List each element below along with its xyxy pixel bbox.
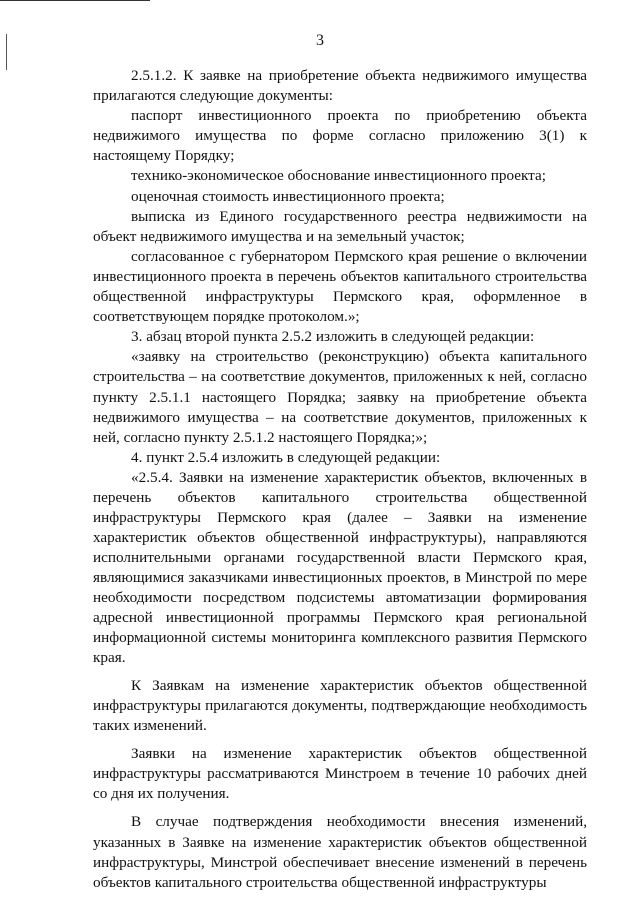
paragraph-governor-decision: согласованное с губернатором Пермского края решение о включении инвестиционного проекта в перечень объектов капитального строительства общественной инфраструктуры Пермского края, оформленное в соответствующем порядке протоколом.»; — [93, 247, 587, 326]
page-number: 3 — [316, 32, 324, 49]
paragraph-registry-extract: выписка из Единого государственного реестра недвижимости на объект недвижимого имущества и на земельный участок; — [93, 207, 587, 245]
paragraph-feasibility: технико-экономическое обоснование инвестиционного проекта; — [131, 167, 546, 185]
paragraph-item-3-text: «заявку на строительство (реконструкцию) объекта капитального строительства – на соответствие документов, приложенных к ней, согласно пункту 2.5.1.1 настоящего Порядка; заявку на приобретение объекта недвижимого имущества – на соответствие документов, приложенных к ней, согласно пункту 2.5.1.2 настоящего Порядка;»; — [93, 348, 587, 446]
paragraph-valuation: оценочная стоимость инвестиционного проекта; — [131, 187, 445, 205]
document-body — [93, 66, 587, 893]
paragraph-passport: паспорт инвестиционного проекта по приобретению объекта недвижимого имущества по форме согласно приложению 3(1) к настоящему Порядку; — [93, 107, 587, 165]
paragraph-attachments: К Заявкам на изменение характеристик объектов общественной инфраструктуры прилагаются документы, подтверждающие необходимость таких изменений. — [93, 676, 587, 735]
paragraph-confirmation: В случае подтверждения необходимости внесения изменений, указанных в Заявке на изменение характеристик объектов общественной инфраструктуры, Минстрой обеспечивает внесение изменений в перечень объектов капитального строительства общественной инфраструктуры — [93, 813, 587, 891]
top-rule — [0, 0, 150, 1]
paragraph-2-5-1-2: 2.5.1.2. К заявке на приобретение объекта недвижимого имущества прилагаются следующие документы: — [93, 67, 587, 105]
paragraph-item-3: 3. абзац второй пункта 2.5.2 изложить в следующей редакции: — [131, 328, 535, 346]
paragraph-review-period: Заявки на изменение характеристик объектов общественной инфраструктуры рассматриваются Минстроем в течение 10 рабочих дней со дня их получения. — [93, 745, 587, 803]
paragraph-2-5-4: «2.5.4. Заявки на изменение характеристик объектов, включенных в перечень объектов капитального строительства общественной инфраструктуры Пермского края (далее – Заявки на изменение характеристик объектов общественной инфраструктуры), направляются исполнительными органами государственной власти Пермского края, являющимися заказчиками инвестиционных проектов, в Минстрой по мере необходимости посредством подсистемы автоматизации формирования адресной инвестиционной программы Пермского края региональной информационной системы мониторинга комплексного развития Пермского края. — [93, 468, 587, 666]
paragraph-item-4: 4. пункт 2.5.4 изложить в следующей редакции: — [131, 448, 441, 466]
